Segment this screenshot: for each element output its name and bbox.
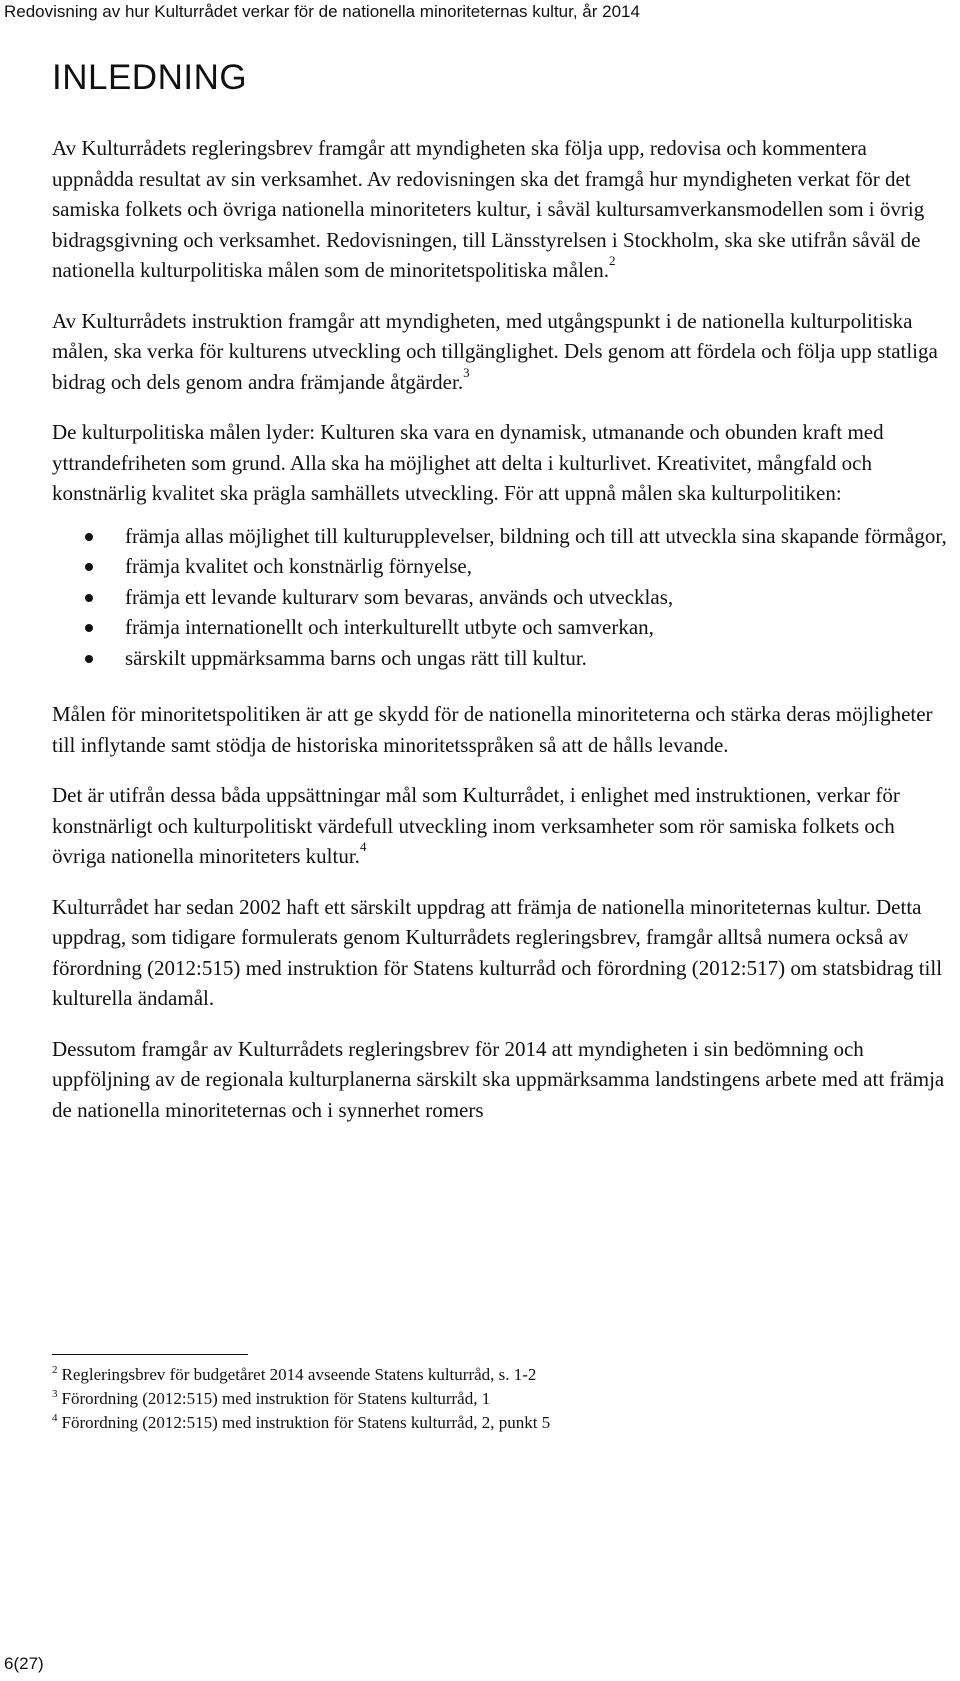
footnote <box>52 1363 952 1387</box>
list-item: främja allas möjlighet till kulturupplevelser, bildning och till att utveckla sina skapande förmågor, <box>52 521 952 552</box>
bullet-icon <box>85 624 93 632</box>
bullet-icon <box>85 563 93 571</box>
paragraph-text: Målen för minoritetspolitiken är att ge skydd för de nationella minoriteterna och stärka deras möjligheter till inflytande samt stödja de historiska minoritetsspråken så att de hålls levande. <box>52 702 933 757</box>
paragraph <box>52 699 952 760</box>
footnote-ref: 2 <box>608 253 616 268</box>
footnote-number: 4 <box>52 1412 58 1425</box>
footnote-ref: 3 <box>463 364 470 380</box>
section-title: INLEDNING <box>52 58 248 97</box>
paragraph-text: De kulturpolitiska målen lyder: Kulturen ska vara en dynamisk, utmanande och obunden kraft med yttrandefriheten som grund. Alla ska ha möjlighet att delta i kulturlivet. Kreativitet, mångfald och konstnärlig kvalitet ska prägla samhällets utveckling. För att uppnå målen ska kulturpolitiken: <box>52 420 884 505</box>
paragraph <box>52 133 952 286</box>
bullet-icon <box>85 533 93 541</box>
paragraph <box>52 892 952 1014</box>
footnote-text: Förordning (2012:515) med instruktion för Statens kulturråd, 1 <box>61 1389 491 1408</box>
footnote-number: 2 <box>52 1364 58 1377</box>
footnote-number: 3 <box>52 1388 58 1401</box>
paragraph <box>52 417 952 509</box>
footnote-text: Regleringsbrev för budgetåret 2014 avseende Statens kulturråd, s. 1-2 <box>61 1365 537 1384</box>
footnote-text: Förordning (2012:515) med instruktion för Statens kulturråd, 2, punkt 5 <box>61 1413 551 1432</box>
body-text <box>52 133 952 1145</box>
footnote-divider <box>52 1354 248 1355</box>
list-item: främja ett levande kulturarv som bevaras, används och utvecklas, <box>52 582 952 613</box>
footnotes <box>52 1363 952 1435</box>
footnote <box>52 1387 952 1411</box>
bullet-icon <box>85 655 93 663</box>
paragraph-text: Kulturrådet har sedan 2002 haft ett särskilt uppdrag att främja de nationella minoriteternas kultur. Detta uppdrag, som tidigare formulerats genom Kulturrådets regleringsbrev, framgår alltså numera också av förordning (2012:515) med instruktion för Statens kulturråd och förordning (2012:517) om statsbidrag till kulturella ändamål. <box>52 894 943 1010</box>
footnote <box>52 1411 952 1435</box>
page-number: 6(27) <box>4 1654 44 1673</box>
paragraph <box>52 1034 952 1126</box>
running-header: Redovisning av hur Kulturrådet verkar för de nationella minoriteternas kultur, år 2014 <box>4 2 640 21</box>
paragraph-text: Dessutom framgår av Kulturrådets regleringsbrev för 2014 att myndigheten i sin bedömning och uppföljning av de regionala kulturplanerna särskilt ska uppmärksamma landstingens arbete med att främja de nationella minoriteternas och i synnerhet romers <box>52 1036 945 1122</box>
paragraph <box>52 306 952 398</box>
paragraph-text: Av Kulturrådets regleringsbrev framgår att myndigheten ska följa upp, redovisa och kommentera uppnådda resultat av sin verksamhet. Av redovisningen ska det framgå hur myndigheten verkat för det samiska folkets och övriga nationella minoriteters kultur, i såväl kultursamverkansmodellen som i övrig bidragsgivning och verksamhet. Redovisningen, till Länsstyrelsen i Stockholm, ska ske utifrån såväl de nationella kulturpolitiska målen som de minoritetspolitiska målen. <box>52 136 925 282</box>
goals-list <box>52 521 952 674</box>
paragraph-text: Av Kulturrådets instruktion framgår att myndigheten, med utgångspunkt i de nationella kulturpolitiska målen, ska verka för kulturens utveckling och tillgänglighet. Dels genom att fördela och följa upp statliga bidrag och dels genom andra främjande åtgärder. <box>52 308 938 394</box>
list-item: främja internationellt och interkulturellt utbyte och samverkan, <box>52 612 952 643</box>
list-item: särskilt uppmärksamma barns och ungas rätt till kultur. <box>52 643 952 674</box>
bullet-icon <box>85 594 93 602</box>
list-item: främja kvalitet och konstnärlig förnyelse, <box>52 551 952 582</box>
paragraph <box>52 780 952 872</box>
paragraph-text: Det är utifrån dessa båda uppsättningar mål som Kulturrådet, i enlighet med instruktionen, verkar för konstnärligt och kulturpolitiskt värdefull utveckling inom verksamheter som rör samiska folkets och övriga nationella minoriteters kultur. <box>52 783 900 868</box>
footnote-ref: 4 <box>359 839 367 854</box>
